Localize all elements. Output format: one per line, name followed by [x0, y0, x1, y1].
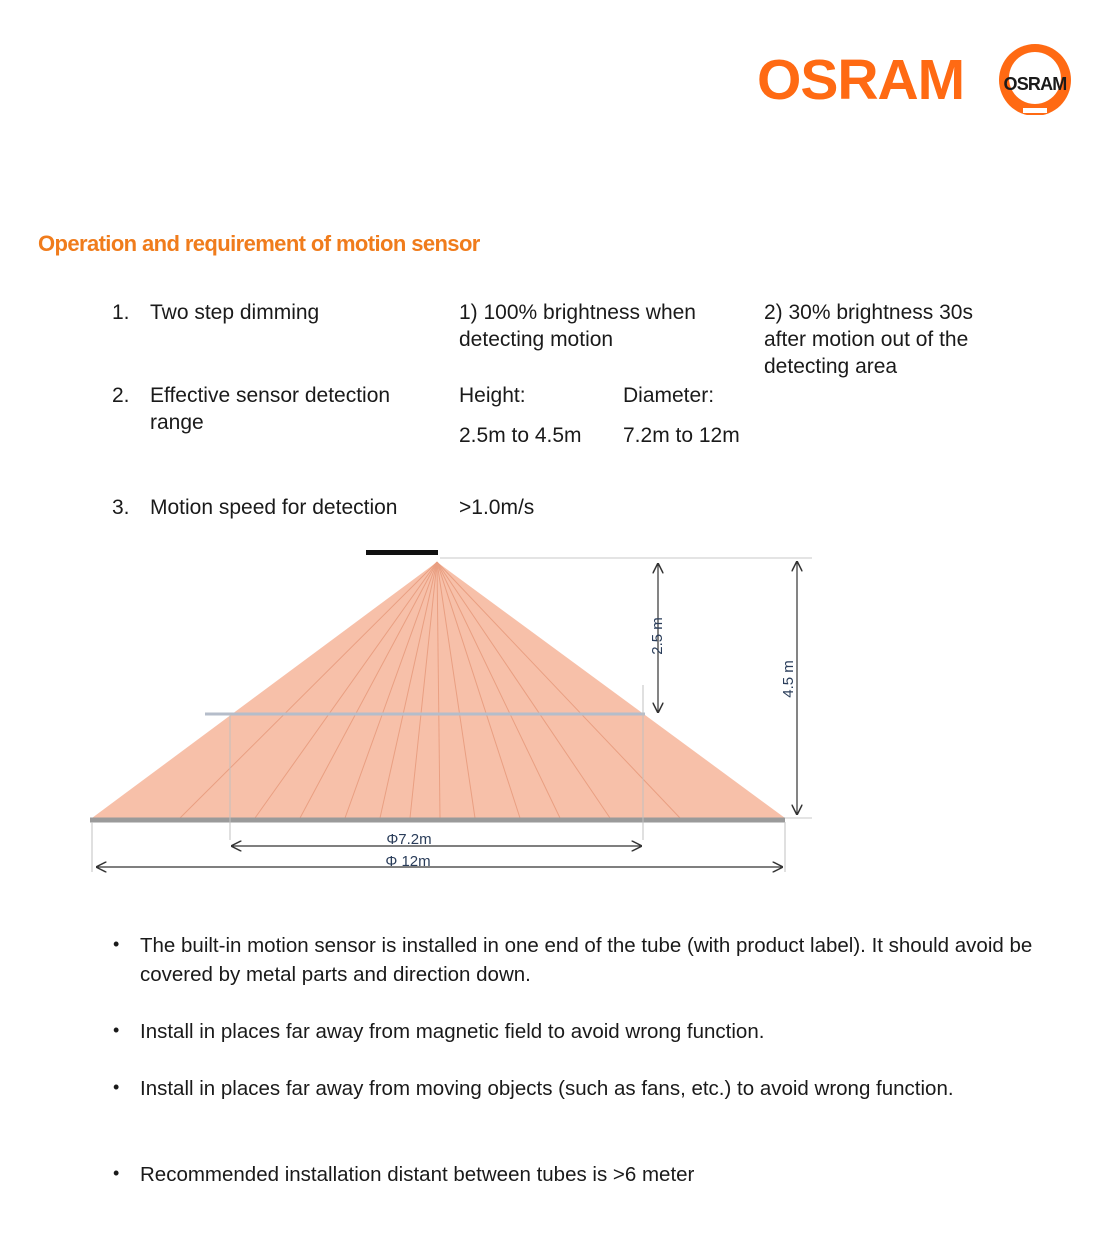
- osram-bulb-logo-icon: [995, 38, 1075, 134]
- item-2-diameter-header: Diameter:: [623, 384, 715, 407]
- height-label-large: 4.5 m: [779, 660, 797, 698]
- item-2-number: 2.: [112, 384, 130, 407]
- bullet-dot: •: [113, 934, 120, 954]
- item-2-diameter-value: 7.2m to 12m: [623, 424, 740, 447]
- item-1-number: 1.: [112, 301, 130, 324]
- bullet-item-4: Recommended installation distant between tubes is >6 meter: [140, 1163, 695, 1186]
- bullet-dot: •: [113, 1077, 120, 1097]
- item-2-height-header: Height:: [459, 384, 526, 407]
- sensor-detection-diagram: [0, 540, 1093, 890]
- bullet-dot: •: [113, 1163, 120, 1183]
- item-1-col2: 2) 30% brightness 30s after motion out of the detecting area: [764, 301, 973, 378]
- item-2-height-value: 2.5m to 4.5m: [459, 424, 582, 447]
- bullet-item-2: Install in places far away from magnetic field to avoid wrong function.: [140, 1020, 765, 1043]
- item-1-label: Two step dimming: [150, 301, 320, 324]
- item-1-col1: 1) 100% brightness when detecting motion: [459, 301, 696, 351]
- item-3-label: Motion speed for detection: [150, 496, 398, 519]
- tube-lamp: [366, 550, 438, 555]
- diameter-label-large: Φ 12m: [385, 853, 431, 870]
- item-3-value: >1.0m/s: [459, 496, 535, 519]
- section-title: Operation and requirement of motion sensor: [38, 231, 480, 256]
- item-2-label: Effective sensor detection range: [150, 384, 391, 434]
- bulb-logo-text: OSRAM: [1003, 74, 1067, 94]
- diameter-label-small: Φ7.2m: [386, 831, 432, 848]
- height-label-small: 2.5 m: [648, 617, 666, 655]
- item-3-number: 3.: [112, 496, 130, 519]
- osram-logo-text: OSRAM: [757, 48, 965, 112]
- bullet-item-3: Install in places far away from moving objects (such as fans, etc.) to avoid wrong function.: [140, 1077, 954, 1100]
- bullet-dot: •: [113, 1020, 120, 1040]
- bullet-item-1: The built-in motion sensor is installed in one end of the tube (with product label). It should avoid be covered by metal parts and direction down.: [140, 934, 1033, 986]
